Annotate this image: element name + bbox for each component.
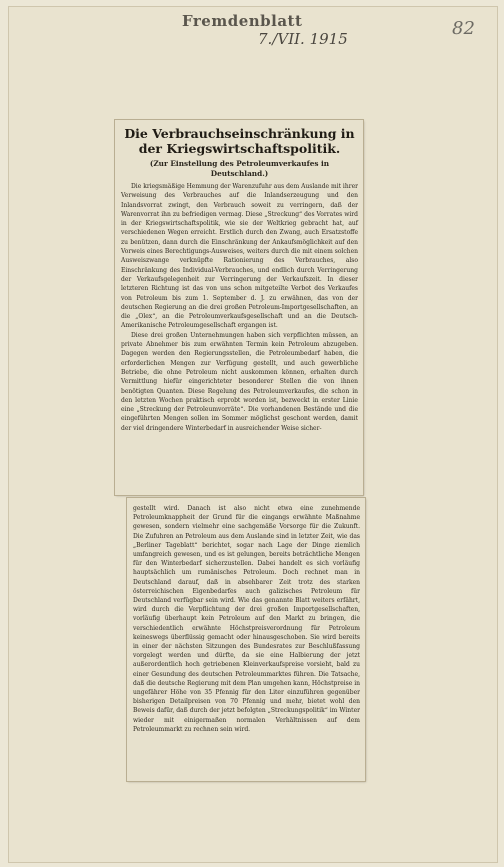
article-paragraph: Die kriegsmäßige Hemmung der Warenzufuhr aus dem Auslande mit ihrer Verweisung des Verbrauches auf die Inlandserzeugung und den Inlandsvorrat zwingt, den Verbrauch soweit zu verringern, daß der Warenvorrat ihn zu befriedigen vermag. Diese „Streckung“ des Vorrates wird in der Kriegswirtschaftspolitik, wie sie der Weltkrieg gebracht hat, auf verschiedenen Wegen erreicht. Erstlich durch den Zwang, auch Ersatzstoffe zu benützen, dann durch die Einschränkung der Ankaufsmöglichkeit auf den Vorweis eines Berechtigungs-Ausweises, weiters durch die mit einem solchen Ausweiszwange verknüpfte Rationierung des Verbrauches, also Einschränkung des Individual-Verbrauches, und endlich durch Verringerung der Verkaufsgelegenheit zur Verringerung der Verkaufszeit. In dieser letzteren Richtung ist das von uns schon mitgeteilte Verbot des Verkaufes von Petroleum bis zum 1. September d. J. zu erwähnen, das von der deutschen Regierung an die drei großen Petroleum-Importgesellschaften, an die „Olex“, an die Petroleumverkaufsgesellschaft und an die Deutsch-Amerikanische Petroleumgesellschaft ergangen ist.	[121, 183, 358, 330]
newspaper-stamp: Fremdenblatt	[182, 12, 303, 30]
article-paragraph: Diese drei großen Unternehmungen haben sich verpflichten müssen, an private Abnehmer bis zum erwähnten Termin kein Petroleum abzugeben. Dagegen werden den Regierungsstellen, die Petroleumbedarf haben, die erforderlichen Mengen zur Verfügung gestellt, und auch gewerbliche Betriebe, die ohne Petroleum nicht auskommen können, erhalten durch Vermittlung hiefür eingerichteter besonderer Stellen die von ihnen benötigten Quanten. Diese Regelung des Petroleumverkaufes, die schon in den letzten Wochen praktisch erprobt worden ist, bezweckt in erster Linie eine „Streckung der Petroleumvorräte“. Die vorhandenen Bestände und die eingeführten Mengen sollen im Sommer möglichst geschont werden, damit der viel dringendere Winterbedarf in ausreichender Weise sicher-	[121, 331, 358, 432]
article-clipping-part1	[115, 120, 363, 495]
handwritten-page-number: 82	[452, 18, 475, 39]
handwritten-date: 7./VII. 1915	[258, 30, 348, 48]
article-headline: Die Verbrauchseinschränkung in der Kriegswirtschaftspolitik.	[124, 126, 355, 156]
article-clipping-part2	[127, 498, 365, 781]
article-subheadline: (Zur Einstellung des Petroleumverkaufes in Deutschland.)	[149, 159, 330, 178]
article-paragraph: gestellt wird. Danach ist also nicht etwa eine zunehmende Petroleumknappheit der Grund für die eingangs erwähnte Maßnahme gewesen, sondern vielmehr eine sachgemäße Vorsorge für die Zukunft. Die Zufuhren an Petroleum aus dem Auslande sind in letzter Zeit, wie das „Berliner Tageblatt“ berichtet, sogar nach Lage der Dinge ziemlich umfangreich gewesen, und es ist gelungen, bereits beträchtliche Mengen für den Winterbedarf sicherzustellen. Dabei handelt es sich vorläufig hauptsächlich um rumänisches Petroleum. Doch rechnet man in Deutschland darauf, daß in absehbarer Zeit trotz des starken österreichischen Eigenbedarfes auch galizisches Petroleum für Deutschland verfügbar sein wird. Wie das genannte Blatt weiters erfährt, wird durch die Verpflichtung der drei großen Importgesellschaften, vorläufig überhaupt kein Petroleum auf den Markt zu bringen, die verschiedentlich erwähnte Höchstpreisverordnung für Petroleum keineswegs überflüssig gemacht oder hinausgeschoben. Sie wird bereits in einer der nächsten Sitzungen des Bundesrates zur Beschlußfassung vorgelegt werden und dürfte, da sie eine Halbierung der jetzt außerordentlich hoch getriebenen Kleinverkaufspreise vorsieht, bald zu einer Gesundung des deutschen Petroleummarktes führen. Die Tatsache, daß die deutsche Regierung mit dem Plan umgehen kann, Höchstpreise in ungefährer Höhe von 35 Pfennig für den Liter einzuführen gegenüber bisherigen Detailpreisen von 70 Pfennig und mehr, bietet wohl den Beweis dafür, daß durch der jetzt befolgten „Streckungspolitik“ im Winter wieder mit einigermaßen normalen Verhältnissen auf dem Petroleummarkt zu rechnen sein wird.	[133, 505, 360, 733]
